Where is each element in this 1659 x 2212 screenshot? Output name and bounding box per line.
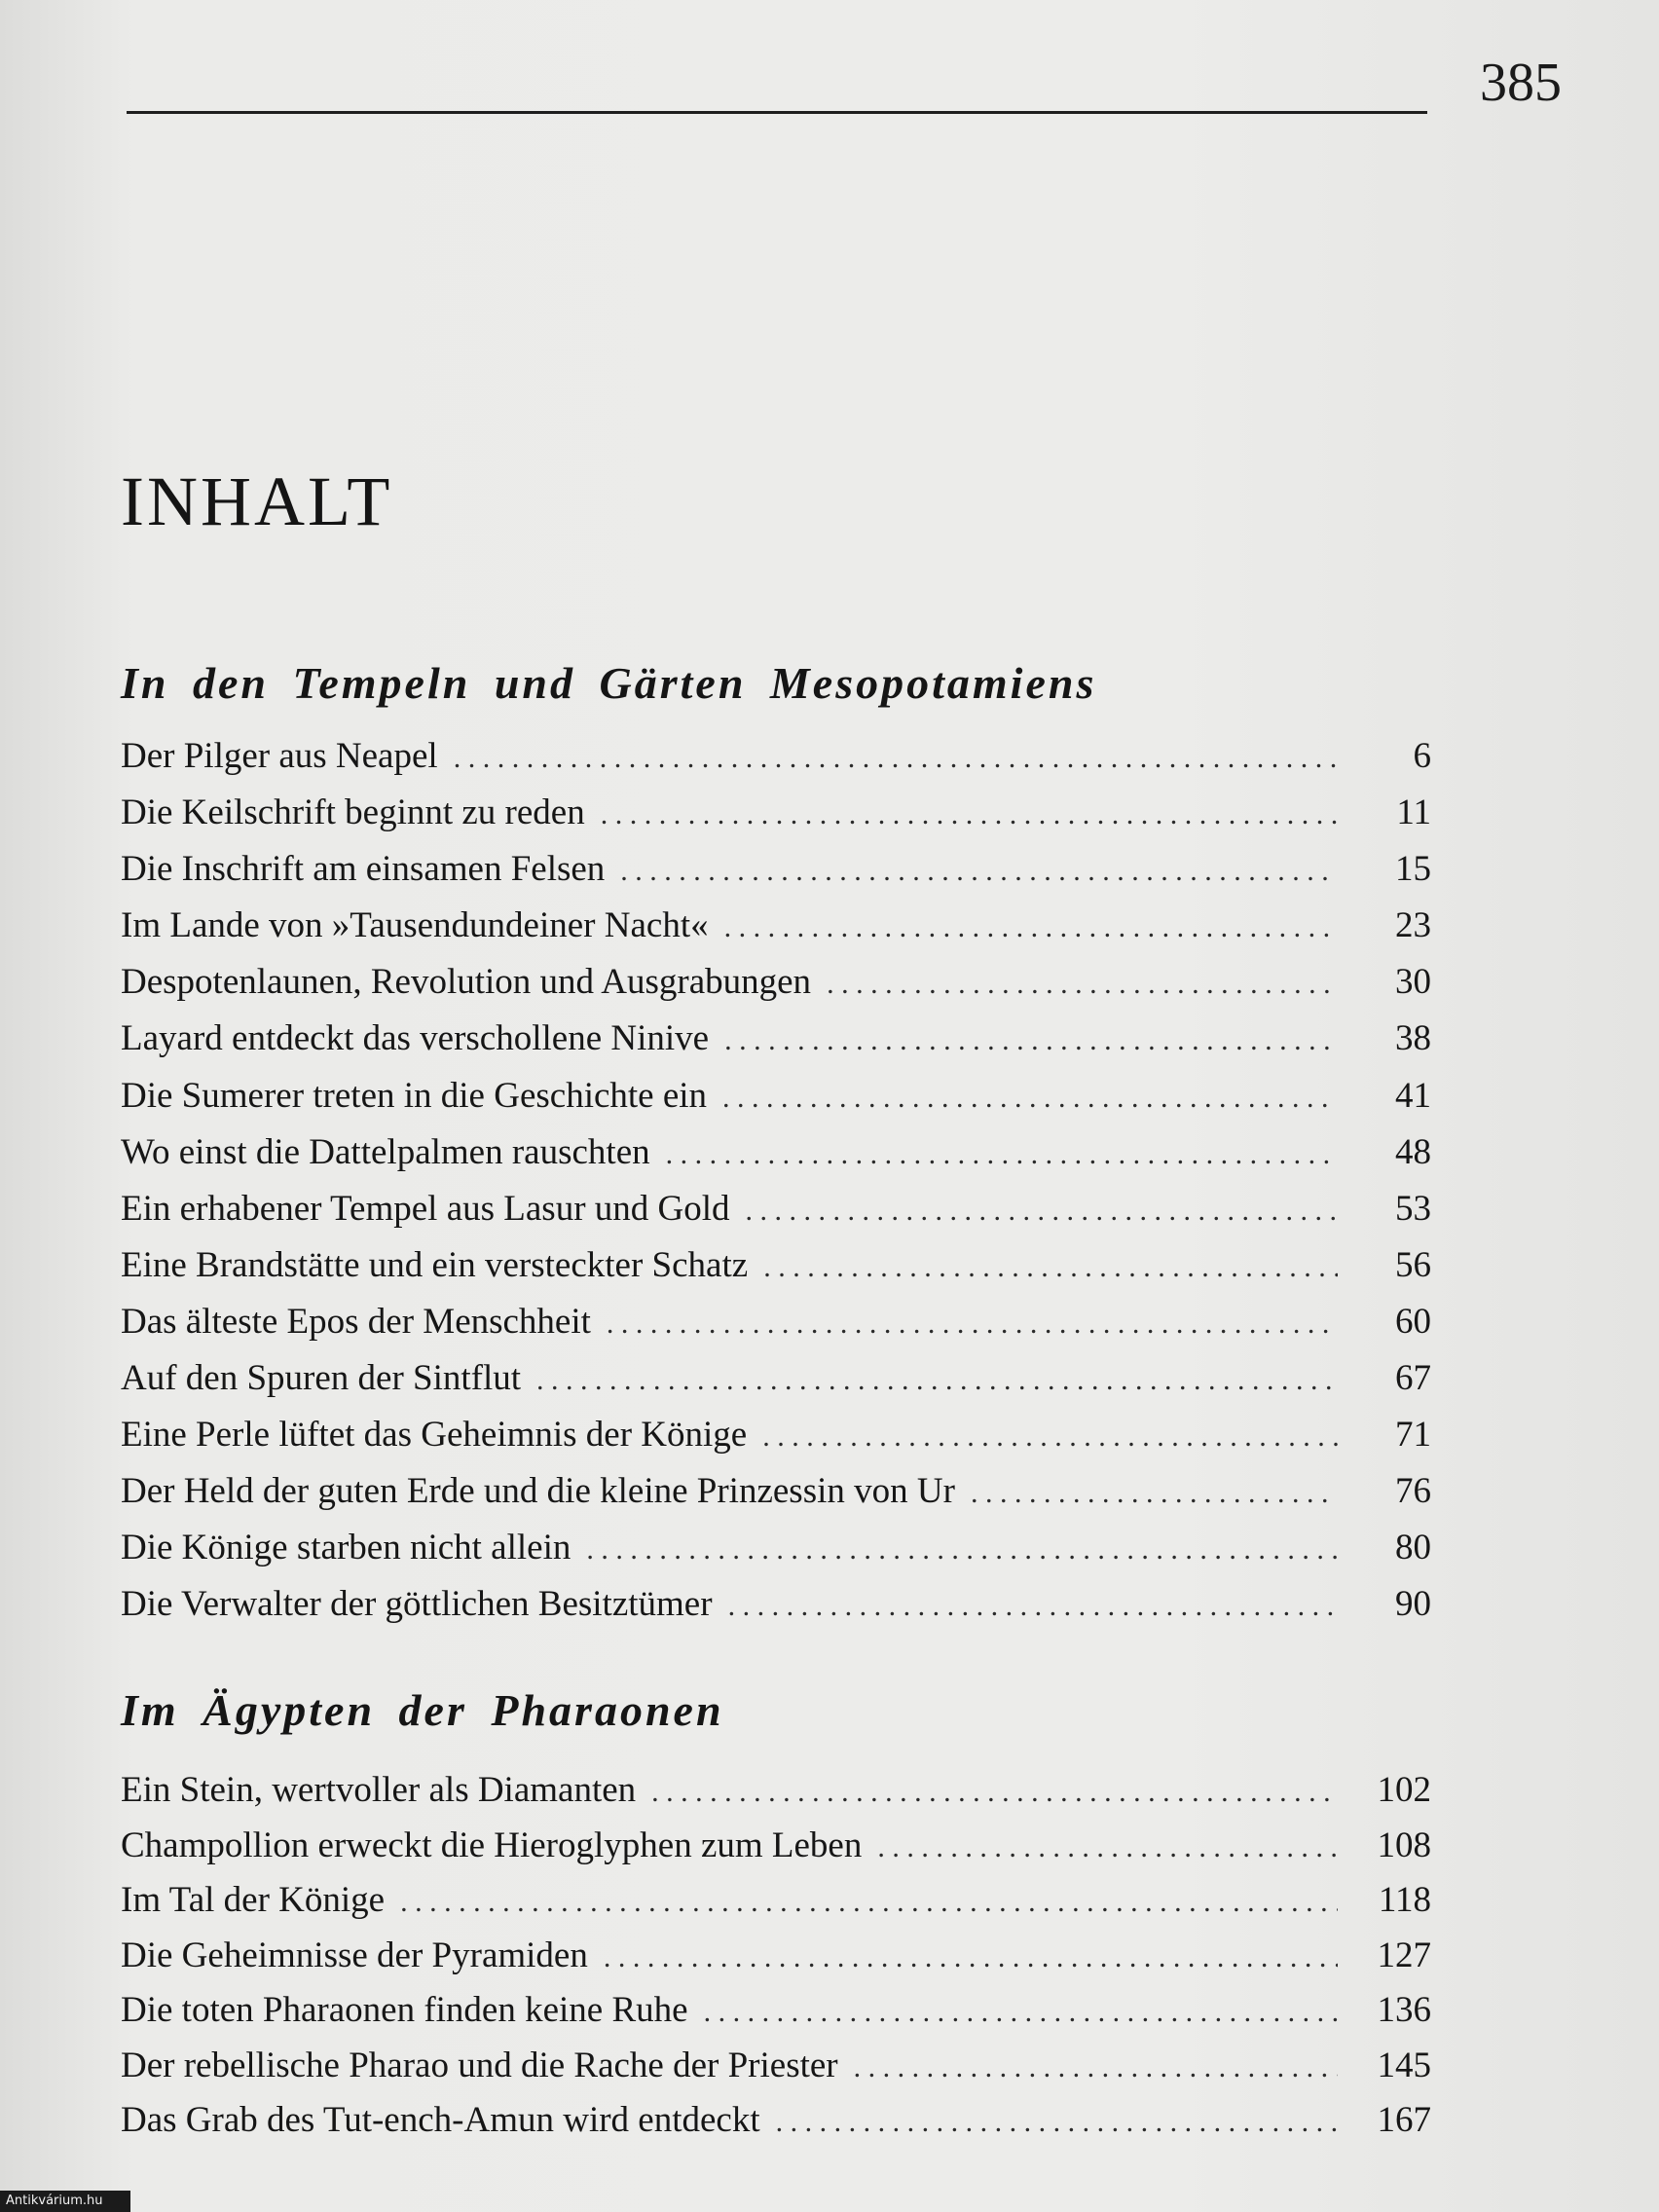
toc-entry (121, 1819, 1431, 1874)
section-heading: Im Ägypten der Pharaonen (121, 1685, 724, 1735)
dot-leader (763, 1239, 1338, 1294)
dot-leader (704, 1985, 1338, 2039)
dot-leader (728, 1578, 1338, 1633)
toc-entry (121, 1763, 1431, 1819)
toc-entry (121, 1237, 1431, 1294)
entry-page-number: 76 (1395, 1471, 1431, 1512)
dot-leader (666, 1126, 1338, 1181)
toc-entry (121, 1520, 1431, 1576)
watermark-tag: Antikvárium.hu (0, 2191, 130, 2212)
entry-title: Ein erhabener Tempel aus Lasur und Gold (121, 1188, 730, 1229)
entry-title: Das älteste Epos der Menschheit (121, 1301, 591, 1342)
entry-page-number: 127 (1377, 1935, 1431, 1975)
section-heading: In den Tempeln und Gärten Mesopotamiens (121, 658, 1097, 708)
entry-title: Wo einst die Dattelpalmen rauschten (121, 1131, 650, 1172)
entry-title: Eine Brandstätte und ein versteckter Schatz (121, 1244, 749, 1285)
entry-title: Die Inschrift am einsamen Felsen (121, 849, 606, 890)
entry-title: Der Held der guten Erde und die kleine Prinzessin von Ur (121, 1471, 955, 1512)
entry-title: Ein Stein, wertvoller als Diamanten (121, 1770, 637, 1810)
toc-entry (121, 841, 1431, 898)
entry-page-number: 6 (1413, 736, 1431, 776)
dot-leader (722, 1070, 1338, 1124)
entry-page-number: 118 (1378, 1880, 1431, 1920)
toc-entry (121, 1929, 1431, 1984)
entry-page-number: 38 (1395, 1018, 1431, 1059)
dot-leader (827, 956, 1338, 1011)
entry-title: Auf den Spuren der Sintflut (121, 1358, 522, 1399)
entry-title: Die Verwalter der göttlichen Besitztümer (121, 1584, 713, 1625)
dot-leader (586, 1522, 1338, 1576)
entry-title: Die Könige starben nicht allein (121, 1528, 571, 1568)
entry-title: Das Grab des Tut-ench-Amun wird entdeckt (121, 2100, 760, 2140)
dot-leader (854, 2041, 1338, 2094)
entry-title: Der Pilger aus Neapel (121, 736, 438, 776)
toc-entry (121, 728, 1431, 785)
entry-title: Layard entdeckt das verschollene Ninive (121, 1018, 710, 1059)
entry-page-number: 145 (1377, 2045, 1431, 2085)
toc-title: INHALT (121, 462, 393, 540)
dot-leader (620, 843, 1338, 898)
header-rule (127, 111, 1427, 114)
entry-page-number: 90 (1395, 1584, 1431, 1625)
toc-entry (121, 2039, 1431, 2094)
dot-leader (651, 1765, 1338, 1819)
toc-entry (121, 1350, 1431, 1407)
toc-entry (121, 954, 1431, 1011)
entry-page-number: 102 (1377, 1770, 1431, 1810)
dot-leader (971, 1465, 1338, 1520)
entry-title: Champollion erweckt die Hieroglyphen zum Leben (121, 1825, 863, 1865)
dot-leader (762, 1409, 1338, 1463)
entry-page-number: 56 (1395, 1244, 1431, 1285)
toc-entry (121, 1576, 1431, 1633)
entry-page-number: 136 (1377, 1990, 1431, 2030)
entry-page-number: 71 (1395, 1415, 1431, 1456)
entry-title: Im Lande von »Tausendundeiner Nacht« (121, 905, 709, 946)
toc-entry (121, 1294, 1431, 1350)
toc-list (121, 1763, 1431, 2149)
dot-leader (536, 1352, 1338, 1407)
toc-entry (121, 1124, 1431, 1181)
entry-page-number: 80 (1395, 1528, 1431, 1568)
entry-page-number: 41 (1395, 1075, 1431, 1116)
toc-entry (121, 1873, 1431, 1929)
toc-entry (121, 1463, 1431, 1520)
entry-title: Die toten Pharaonen finden keine Ruhe (121, 1990, 688, 2030)
toc-section-egypt (121, 1679, 1431, 2149)
entry-title: Die Sumerer treten in die Geschichte ein (121, 1075, 708, 1116)
entry-page-number: 108 (1377, 1825, 1431, 1865)
dot-leader (400, 1875, 1338, 1929)
entry-title: Die Keilschrift beginnt zu reden (121, 793, 585, 833)
entry-page-number: 67 (1395, 1358, 1431, 1399)
entry-page-number: 11 (1396, 793, 1431, 833)
toc-list (121, 728, 1431, 1634)
entry-title: Despotenlaunen, Revolution und Ausgrabungen (121, 962, 812, 1003)
entry-page-number: 15 (1395, 849, 1431, 890)
entry-title: Eine Perle lüftet das Geheimnis der Könige (121, 1415, 748, 1456)
dot-leader (877, 1821, 1338, 1874)
entry-title: Der rebellische Pharao und die Rache der Priester (121, 2045, 838, 2085)
entry-page-number: 30 (1395, 962, 1431, 1003)
toc-entry (121, 1068, 1431, 1124)
entry-page-number: 167 (1377, 2100, 1431, 2140)
entry-page-number: 60 (1395, 1301, 1431, 1342)
entry-title: Die Geheimnisse der Pyramiden (121, 1935, 588, 1975)
dot-leader (604, 1931, 1338, 1984)
toc-entry (121, 1181, 1431, 1237)
toc-entry (121, 1407, 1431, 1463)
toc-entry (121, 2093, 1431, 2149)
entry-page-number: 53 (1395, 1188, 1431, 1229)
dot-leader (454, 730, 1338, 785)
entry-page-number: 48 (1395, 1131, 1431, 1172)
entry-title: Im Tal der Könige (121, 1880, 386, 1920)
toc-entry (121, 1983, 1431, 2039)
entry-page-number: 23 (1395, 905, 1431, 946)
toc-entry (121, 1011, 1431, 1067)
dot-leader (776, 2095, 1338, 2149)
dot-leader (724, 900, 1338, 954)
toc-section-mesopotamia (121, 652, 1431, 1634)
toc-entry (121, 898, 1431, 954)
dot-leader (607, 1296, 1338, 1350)
dot-leader (601, 787, 1338, 841)
toc-entry (121, 785, 1431, 841)
dot-leader (724, 1013, 1338, 1067)
dot-leader (746, 1183, 1338, 1237)
page-number: 385 (1480, 53, 1562, 113)
